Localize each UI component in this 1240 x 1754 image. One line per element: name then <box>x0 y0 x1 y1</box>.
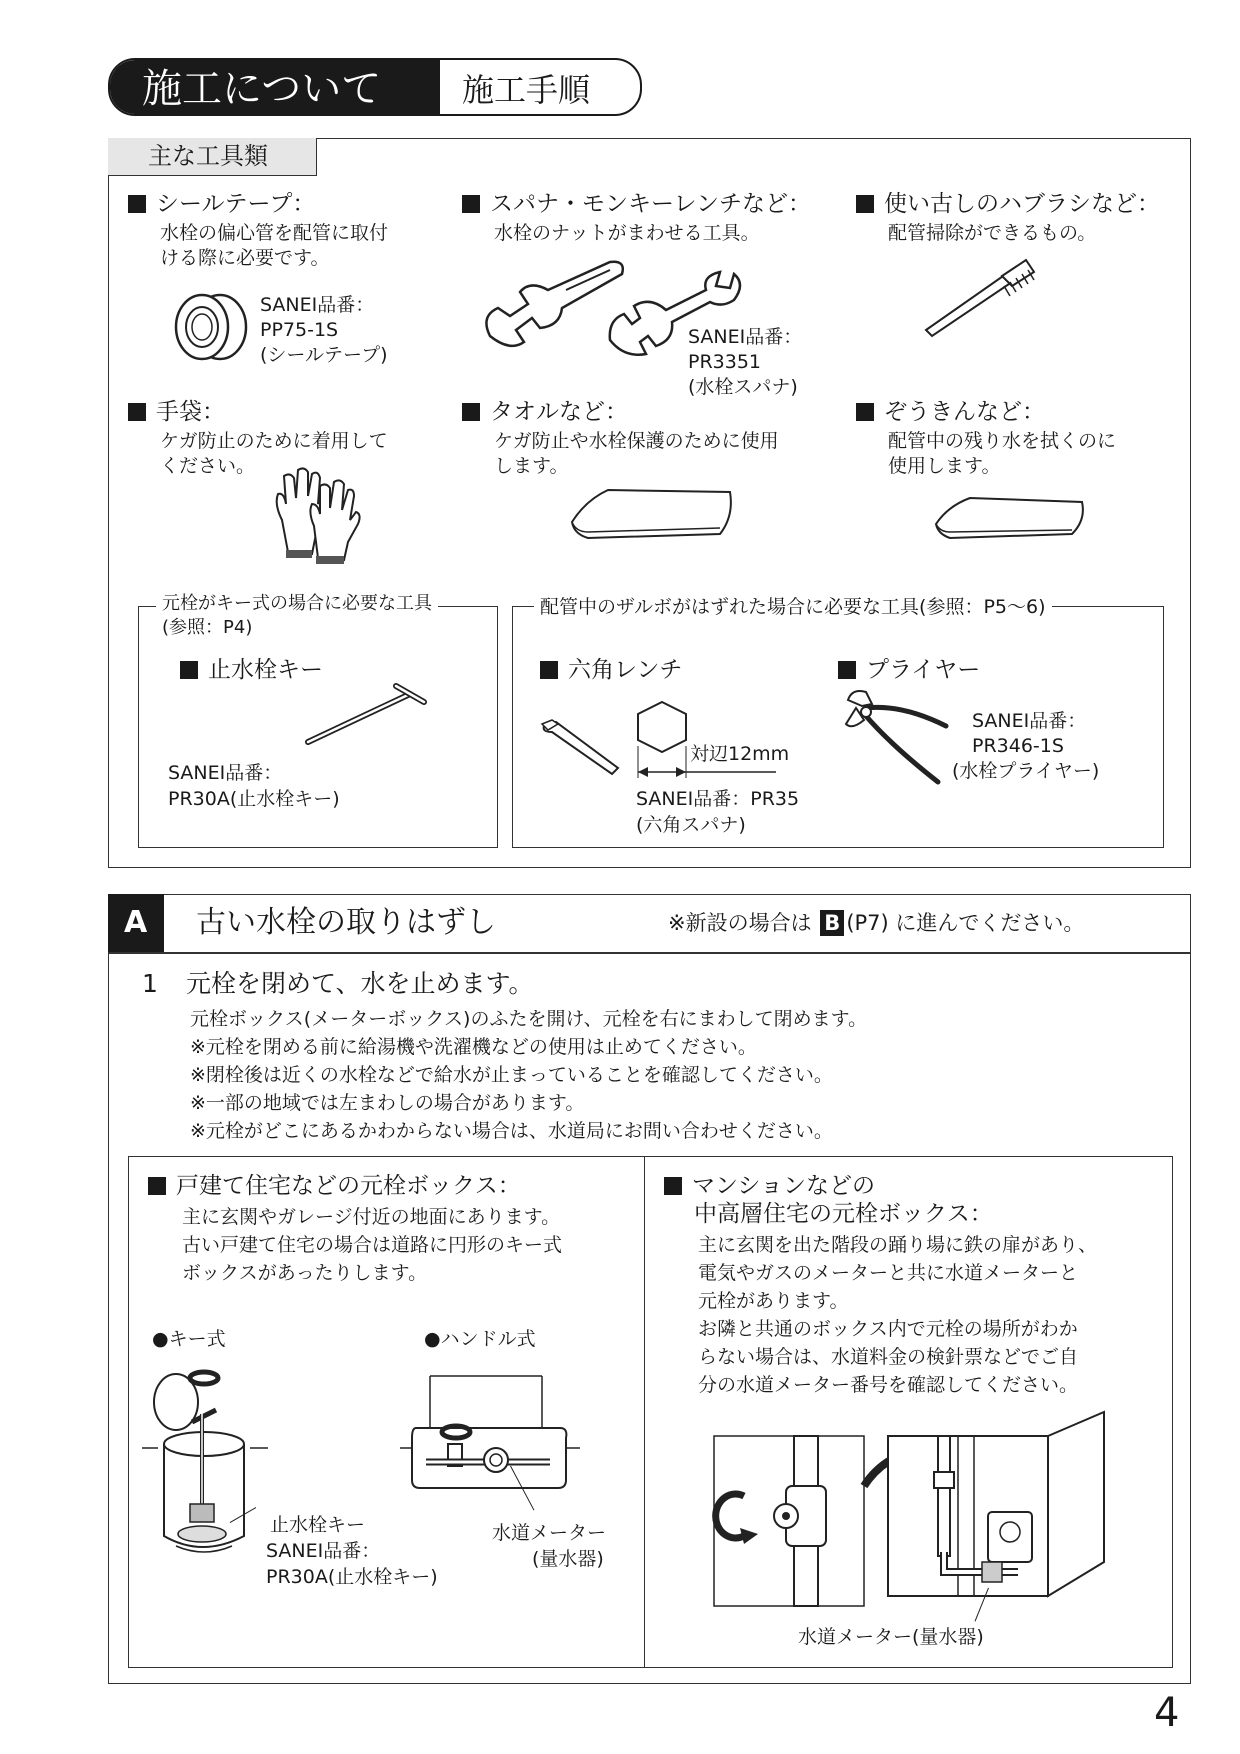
mansion-desc-1: 主に玄関を出た階段の踊り場に鉄の扉があり、 <box>698 1234 1098 1256</box>
towel-desc-2: します。 <box>494 455 569 477</box>
key-label-3: PR30A(止水栓キー) <box>266 1566 438 1588</box>
hexagon-icon <box>630 700 780 780</box>
bullet-square-icon <box>664 1177 682 1195</box>
step-line-4: ※一部の地域では左まわしの場合があります。 <box>190 1092 585 1114</box>
plier-product-2: PR346-1S <box>972 735 1064 757</box>
step-number: 1 <box>142 969 158 998</box>
spanner-title: スパナ・モンキーレンチなど： <box>462 190 811 219</box>
seal-tape-product-1: SANEI品番： <box>260 294 375 316</box>
section-a-note: ※新設の場合は B (P7) に進んでください。 <box>668 911 1085 935</box>
section-b-badge: B <box>820 910 844 936</box>
step-line-1: 元栓ボックス(メーターボックス)のふたを開け、元栓を右にまわして閉めます。 <box>190 1008 868 1030</box>
column-divider <box>644 1156 645 1668</box>
seal-tape-title: シールテープ： <box>128 190 315 219</box>
seal-tape-desc-2: ける際に必要です。 <box>160 247 330 269</box>
stop-key-product-2: PR30A(止水栓キー) <box>168 788 340 810</box>
mansion-desc-4: お隣と共通のボックス内で元栓の場所がわか <box>698 1318 1078 1340</box>
bullet-square-icon <box>462 195 480 213</box>
house-desc-2: 古い戸建て住宅の場合は道路に円形のキー式 <box>182 1234 563 1256</box>
house-meter-label-1: 水道メーター <box>492 1522 607 1544</box>
step-line-2: ※元栓を閉める前に給湯機や洗濯機などの使用は止めてください。 <box>190 1036 757 1058</box>
handle-type-meter-box-illustration <box>400 1372 580 1512</box>
hex-product-2: (六角スパナ) <box>636 814 746 836</box>
stop-key-icon <box>300 680 430 750</box>
mansion-meter-box-illustration <box>888 1412 1104 1596</box>
step-title: 元栓を閉めて、水を止めます。 <box>186 969 534 998</box>
key-tool-legend-1: 元栓がキー式の場合に必要な工具 <box>156 590 438 617</box>
key-type-label: ●キー式 <box>152 1328 226 1350</box>
towel-desc-1: ケガ防止や水栓保護のために使用 <box>494 430 779 452</box>
spanner-product-1: SANEI品番： <box>688 326 803 348</box>
hex-size-label: 対辺12mm <box>690 743 790 765</box>
bullet-square-icon <box>540 661 558 679</box>
house-meter-label-2: (量水器) <box>532 1548 604 1570</box>
house-desc-3: ボックスがあったりします。 <box>182 1262 428 1284</box>
key-label-1: 止水栓キー <box>270 1514 366 1536</box>
plier-icon <box>842 686 952 786</box>
house-title: 戸建て住宅などの元栓ボックス： <box>148 1172 521 1201</box>
brush-desc-1: 配管掃除ができるもの。 <box>888 222 1097 244</box>
step-line-5: ※元栓がどこにあるかわからない場合は、水道局にお問い合わせください。 <box>190 1120 833 1142</box>
towel-icon <box>568 486 738 546</box>
rag-desc-1: 配管中の残り水を拭くのに <box>888 430 1117 452</box>
page-title: 施工について <box>142 66 382 112</box>
house-desc-1: 主に玄関やガレージ付近の地面にあります。 <box>182 1206 561 1228</box>
hex-wrench-title: 六角レンチ <box>540 656 682 685</box>
mansion-desc-6: 分の水道メーター番号を確認してください。 <box>698 1374 1079 1396</box>
hex-wrench-icon <box>538 718 628 778</box>
section-a-title: 古い水栓の取りはずし <box>196 905 496 940</box>
bullet-square-icon <box>856 403 874 421</box>
mansion-desc-2: 電気やガスのメーターと共に水道メーターと <box>698 1262 1079 1284</box>
seal-tape-desc-1: 水栓の偏心管を配管に取付 <box>160 222 389 244</box>
bullet-square-icon <box>838 661 856 679</box>
key-tool-legend-2: (参照：P4) <box>162 617 253 638</box>
ball-tool-legend: 配管中のザルボがはずれた場合に必要な工具(参照：P5〜6) <box>534 594 1052 621</box>
handle-type-label: ●ハンドル式 <box>424 1328 536 1350</box>
bullet-square-icon <box>180 661 198 679</box>
stop-key-product-1: SANEI品番： <box>168 762 283 784</box>
gloves-icon <box>268 464 368 564</box>
plier-product-3: (水栓プライヤー) <box>952 760 1100 782</box>
gloves-title: 手袋： <box>128 398 225 427</box>
section-a-header-line <box>108 952 1191 954</box>
rag-desc-2: 使用します。 <box>888 455 1001 477</box>
page-number: 4 <box>1154 1690 1180 1736</box>
seal-tape-product-3: (シールテープ) <box>260 344 388 366</box>
seal-tape-icon <box>172 292 252 362</box>
rag-icon <box>932 494 1092 544</box>
mansion-desc-3: 元栓があります。 <box>698 1290 849 1312</box>
spanner-product-2: PR3351 <box>688 351 762 373</box>
step-line-3: ※閉栓後は近くの水栓などで給水が止まっていることを確認してください。 <box>190 1064 833 1086</box>
bullet-square-icon <box>462 403 480 421</box>
key-label-2: SANEI品番： <box>266 1540 381 1562</box>
mansion-title-1: マンションなどの <box>664 1172 875 1201</box>
valve-closeup-illustration <box>714 1436 864 1606</box>
bullet-square-icon <box>856 195 874 213</box>
towel-title: タオルなど： <box>462 398 628 427</box>
rag-title: ぞうきんなど： <box>856 398 1045 427</box>
gloves-desc-2: ください。 <box>160 455 256 477</box>
brush-title: 使い古しのハブラシなど： <box>856 190 1160 219</box>
spanner-product-3: (水栓スパナ) <box>688 376 798 398</box>
seal-tape-product-2: PP75-1S <box>260 319 339 341</box>
section-a-badge-label: A <box>124 905 148 940</box>
tools-tab-label: 主な工具類 <box>148 142 268 170</box>
plier-product-1: SANEI品番： <box>972 710 1087 732</box>
bullet-square-icon <box>128 195 146 213</box>
bullet-square-icon <box>148 1177 166 1195</box>
spanner-desc-1: 水栓のナットがまわせる工具。 <box>494 222 760 244</box>
mansion-desc-5: らない場合は、水道料金の検針票などでご自 <box>698 1346 1079 1368</box>
page-subtitle: 施工手順 <box>462 71 591 109</box>
plier-title: プライヤー <box>838 656 980 685</box>
bullet-square-icon <box>128 403 146 421</box>
gloves-desc-1: ケガ防止のために着用して <box>160 430 388 452</box>
header-pill <box>108 58 642 116</box>
hex-product-1: SANEI品番：PR35 <box>636 788 800 810</box>
stop-key-title: 止水栓キー <box>180 656 323 685</box>
mansion-title-2: 中高層住宅の元栓ボックス： <box>694 1201 993 1227</box>
key-type-meter-box-illustration <box>140 1370 270 1560</box>
toothbrush-icon <box>920 250 1040 340</box>
mansion-meter-label: 水道メーター(量水器) <box>798 1626 984 1648</box>
